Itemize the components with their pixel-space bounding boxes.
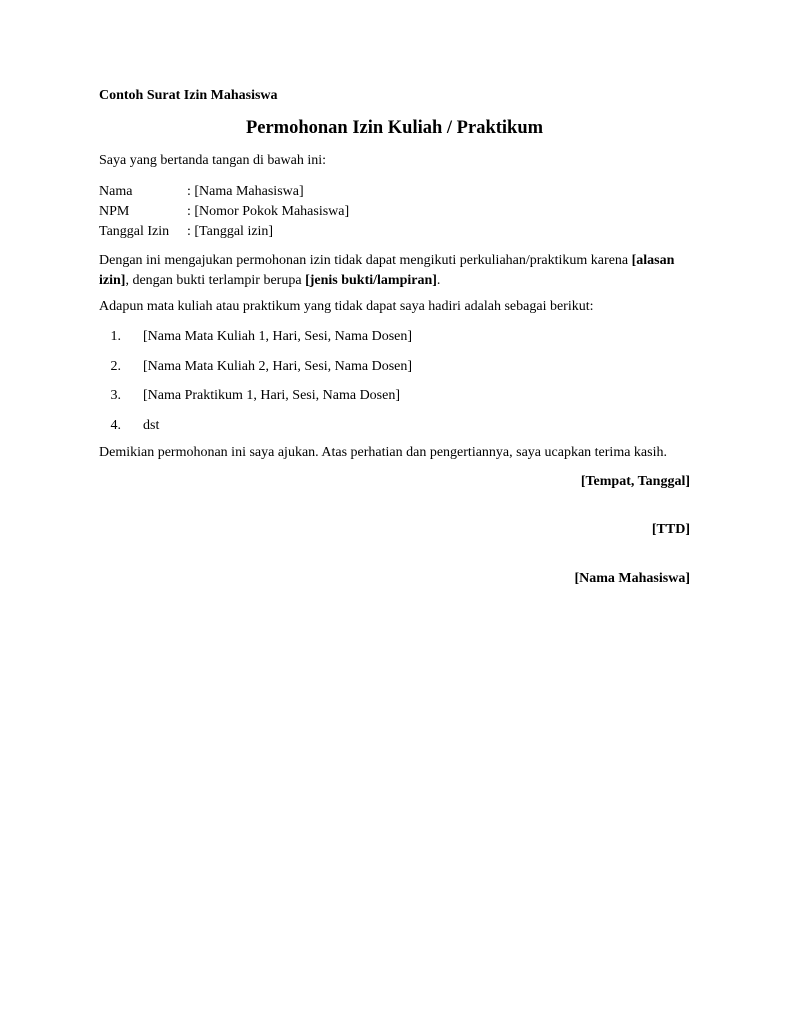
signature-name: [Nama Mahasiswa] <box>574 571 690 586</box>
identity-label: Nama <box>99 184 133 199</box>
list-text: [Nama Praktikum 1, Hari, Sesi, Nama Dosen] <box>143 388 400 403</box>
identity-row-npm <box>99 202 349 222</box>
closing-text: Demikian permohonan ini saya ajukan. Atas perhatian dan pengertiannya, saya ucapkan terima kasih. <box>99 445 667 460</box>
list-number: 2. <box>110 358 121 374</box>
evidence-placeholder: [jenis bukti/lampiran] <box>305 272 437 288</box>
list-item <box>99 328 412 358</box>
list-item <box>99 417 412 447</box>
signature-place-date: [Tempat, Tanggal] <box>580 474 690 489</box>
document-title: Permohonan Izin Kuliah / Praktikum <box>245 118 544 138</box>
identity-table <box>99 182 349 242</box>
reason-placeholder: [alasan izin] <box>99 253 675 288</box>
reason-text-1: Dengan ini mengajukan permohonan izin tidak dapat mengikuti perkuliahan/praktikum karena <box>99 253 632 268</box>
document-label: Contoh Surat Izin Mahasiswa <box>99 88 278 103</box>
identity-label: Tanggal Izin <box>99 224 170 239</box>
reason-text-3: . <box>436 272 441 288</box>
identity-label: NPM <box>99 204 130 219</box>
list-number: 1. <box>110 329 121 344</box>
identity-value: : [Nama Mahasiswa] <box>187 184 304 199</box>
identity-value: : [Nomor Pokok Mahasiswa] <box>187 204 350 219</box>
identity-value: : [Tanggal izin] <box>187 224 274 239</box>
signature-ttd: [TTD] <box>651 522 690 537</box>
intro-text: Saya yang bertanda tangan di bawah ini: <box>99 153 327 168</box>
list-number: 3. <box>110 388 121 403</box>
course-list <box>99 328 412 446</box>
identity-row-name <box>99 182 349 202</box>
reason-text-2: , dengan bukti terlampir berupa <box>125 272 306 288</box>
list-text: [Nama Mata Kuliah 1, Hari, Sesi, Nama Dosen] <box>143 329 413 344</box>
list-number: 4. <box>110 417 121 433</box>
list-text: dst <box>143 417 160 433</box>
list-item <box>99 358 412 388</box>
identity-row-date <box>99 222 349 242</box>
reason-paragraph <box>99 251 690 290</box>
list-item <box>99 387 412 417</box>
list-text: [Nama Mata Kuliah 2, Hari, Sesi, Nama Dosen] <box>143 358 413 374</box>
courses-intro: Adapun mata kuliah atau praktikum yang tidak dapat saya hadiri adalah sebagai berikut: <box>99 299 594 314</box>
